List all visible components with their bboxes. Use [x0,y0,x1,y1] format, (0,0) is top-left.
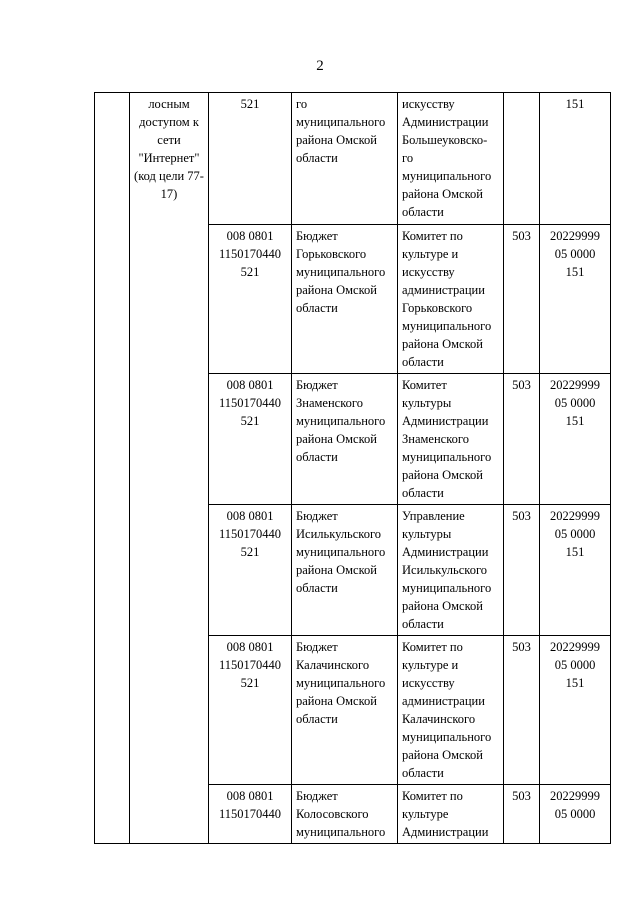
budget-cell: Бюджет Калачинского муниципального района Омской области [292,636,398,785]
chapter-cell [504,93,540,225]
income-code-cell: 20229999 05 0000 151 [540,374,611,505]
code-cell: 008 0801 1150170440 521 [209,636,292,785]
administrator-cell: Комитет по культуре Администрации [398,785,504,844]
table-row [95,93,611,225]
income-code-cell: 20229999 05 0000 151 [540,636,611,785]
administrator-cell: искусству Администрации Большеуковско- го муниципального района Омской области [398,93,504,225]
chapter-cell: 503 [504,636,540,785]
chapter-cell: 503 [504,225,540,374]
budget-cell: Бюджет Горьковского муниципального района Омской области [292,225,398,374]
administrator-cell: Комитет культуры Администрации Знаменского муниципального района Омской области [398,374,504,505]
empty-cell [95,93,130,844]
chapter-cell: 503 [504,374,540,505]
chapter-cell: 503 [504,505,540,636]
code-cell: 008 0801 1150170440 [209,785,292,844]
administrator-cell: Комитет по культуре и искусству администрации Горьковского муниципального района Омской области [398,225,504,374]
administrator-cell: Комитет по культуре и искусству администрации Калачинского муниципального района Омской области [398,636,504,785]
income-code-cell: 20229999 05 0000 151 [540,505,611,636]
code-cell: 521 [209,93,292,225]
budget-table [94,92,611,844]
budget-cell: Бюджет Знаменского муниципального района Омской области [292,374,398,505]
chapter-cell: 503 [504,785,540,844]
administrator-cell: Управление культуры Администрации Исилькульского муниципального района Омской области [398,505,504,636]
goal-cell: лосным доступом к сети "Интернет" (код цели 77-17) [130,93,209,844]
code-cell: 008 0801 1150170440 521 [209,374,292,505]
budget-cell: Бюджет Колосовского муниципального [292,785,398,844]
code-cell: 008 0801 1150170440 521 [209,505,292,636]
income-code-cell: 151 [540,93,611,225]
budget-cell: го муниципального района Омской области [292,93,398,225]
income-code-cell: 20229999 05 0000 151 [540,225,611,374]
income-code-cell: 20229999 05 0000 [540,785,611,844]
code-cell: 008 0801 1150170440 521 [209,225,292,374]
page-number: 2 [316,58,324,74]
budget-cell: Бюджет Исилькульского муниципального района Омской области [292,505,398,636]
